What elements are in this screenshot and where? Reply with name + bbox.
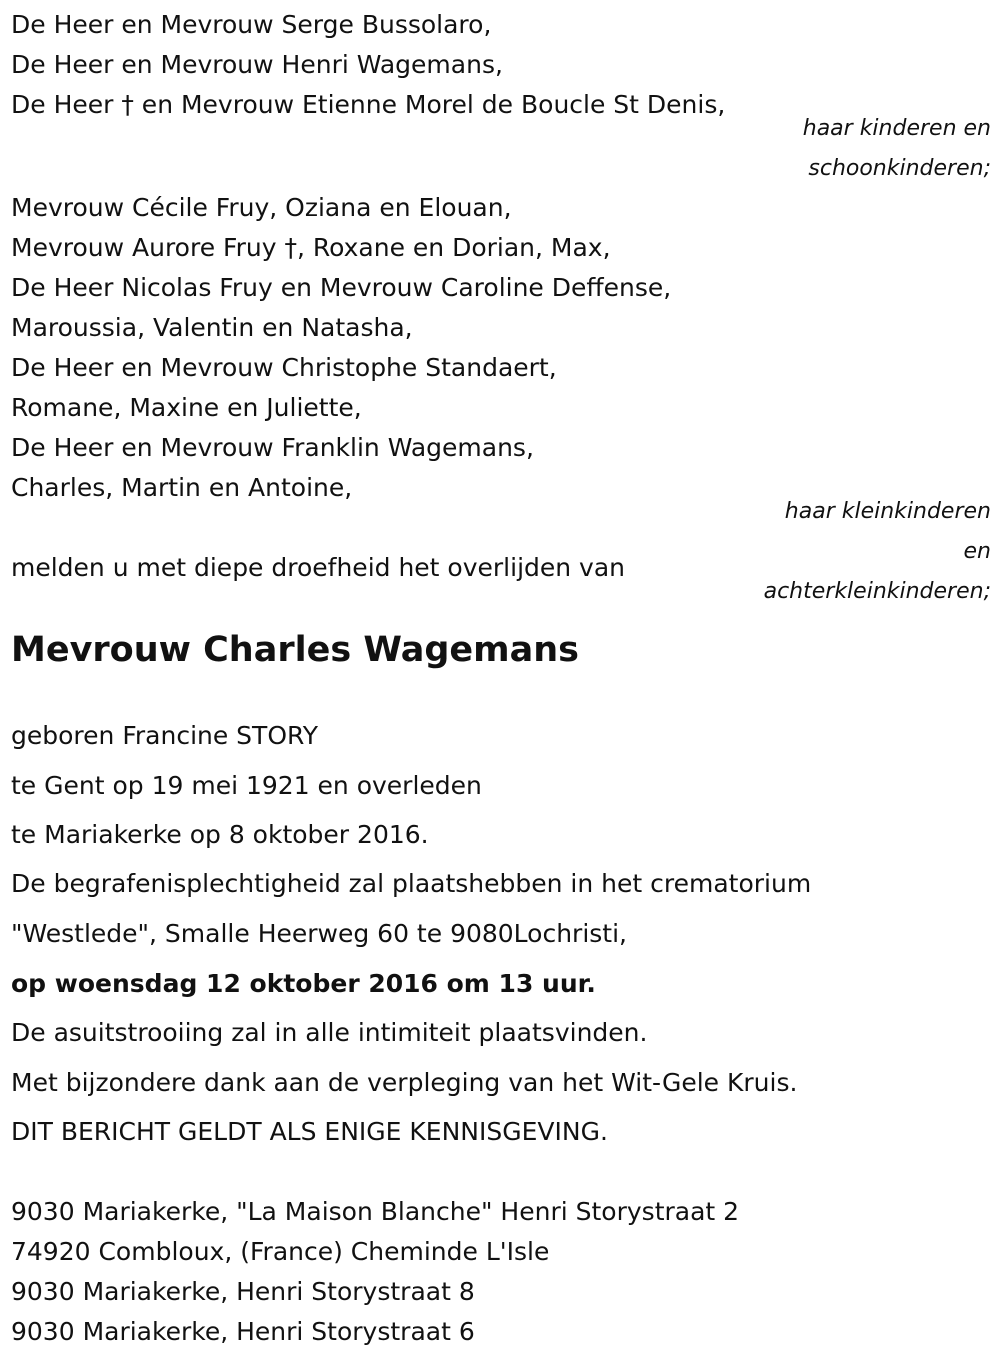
- children-relation-label: [803, 109, 991, 189]
- detail-line: te Mariakerke op 8 oktober 2016.: [11, 820, 429, 849]
- announcement-text: melden u met diepe droefheid het overlijden van: [11, 553, 626, 582]
- address-line: 9030 Mariakerke, Henri Storystraat 8: [11, 1277, 475, 1306]
- family-line: De Heer Nicolas Fruy en Mevrouw Caroline Deffense,: [11, 273, 672, 302]
- family-line: De Heer en Mevrouw Henri Wagemans,: [11, 50, 503, 79]
- relation-label-line: haar kleinkinderen: [784, 499, 991, 524]
- grandchildren-relation-label: [764, 492, 991, 612]
- address-line: 9030 Mariakerke, "La Maison Blanche" Henri Storystraat 2: [11, 1197, 740, 1226]
- detail-line: te Gent op 19 mei 1921 en overleden: [11, 771, 482, 800]
- relation-label-line: schoonkinderen;: [808, 156, 991, 181]
- relation-label-line: en: [963, 539, 991, 564]
- family-line: Mevrouw Cécile Fruy, Oziana en Elouan,: [11, 193, 512, 222]
- family-line: Maroussia, Valentin en Natasha,: [11, 313, 413, 342]
- detail-line: "Westlede", Smalle Heerweg 60 te 9080Lochristi,: [11, 919, 628, 948]
- deceased-name: Mevrouw Charles Wagemans: [11, 630, 579, 670]
- family-line: Mevrouw Aurore Fruy †, Roxane en Dorian, Max,: [11, 233, 611, 262]
- notice-line: DIT BERICHT GELDT ALS ENIGE KENNISGEVING.: [11, 1117, 608, 1146]
- family-line: De Heer en Mevrouw Christophe Standaert,: [11, 353, 557, 382]
- relation-label-line: achterkleinkinderen;: [763, 579, 991, 604]
- address-line: 9030 Mariakerke, Henri Storystraat 6: [11, 1317, 475, 1346]
- detail-line: De asuitstrooiing zal in alle intimiteit plaatsvinden.: [11, 1018, 648, 1047]
- family-line: De Heer en Mevrouw Serge Bussolaro,: [11, 10, 492, 39]
- family-line: Charles, Martin en Antoine,: [11, 473, 353, 502]
- address-line: 74920 Combloux, (France) Cheminde L'Isle: [11, 1237, 550, 1266]
- family-line: Romane, Maxine en Juliette,: [11, 393, 362, 422]
- family-line: De Heer en Mevrouw Franklin Wagemans,: [11, 433, 534, 462]
- detail-line: De begrafenisplechtigheid zal plaatshebben in het crematorium: [11, 869, 812, 898]
- family-line: De Heer † en Mevrouw Etienne Morel de Boucle St Denis,: [11, 90, 726, 119]
- detail-line: Met bijzondere dank aan de verpleging van het Wit-Gele Kruis.: [11, 1068, 798, 1097]
- relation-label-line: haar kinderen en: [802, 116, 991, 141]
- detail-line: geboren Francine STORY: [11, 721, 319, 750]
- funeral-date: op woensdag 12 oktober 2016 om 13 uur.: [11, 969, 596, 998]
